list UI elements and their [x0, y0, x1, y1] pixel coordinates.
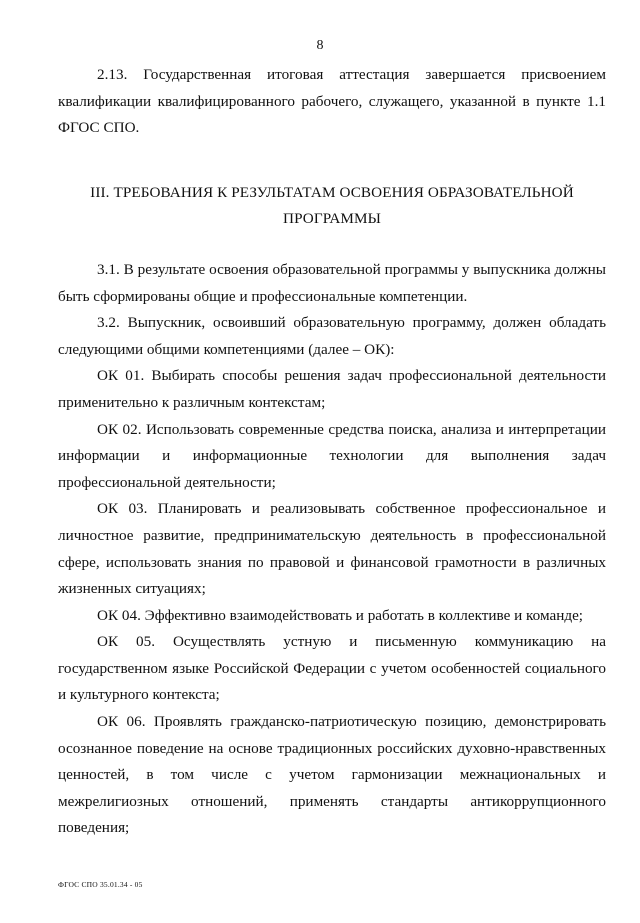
paragraph-2-13: 2.13. Государственная итоговая аттестация завершается присвоением квалификации квалифицированного рабочего, служащего, указанной в пункте 1.1 ФГОС СПО. — [58, 66, 606, 137]
section-heading — [58, 180, 606, 233]
document-body — [58, 62, 606, 842]
competency-ok-06: ОК 06. Проявлять гражданско-патриотическую позицию, демонстрировать осознанное поведение на основе традиционных российских духовно-нравственных ценностей, в том числе с учетом гармонизации межнациональных и межрелигиозных отношений, применять стандарты антикоррупционного поведения; — [58, 713, 606, 837]
paragraph-3-1: 3.1. В результате освоения образовательной программы у выпускника должны быть сформированы общие и профессиональные компетенции. — [58, 260, 606, 305]
competency-ok-02: ОК 02. Использовать современные средства поиска, анализа и интерпретации информации и информационные технологии для выполнения задач профессиональной деятельности; — [58, 420, 606, 491]
footer-doc-code: ФГОС СПО 35.01.34 - 05 — [58, 880, 143, 889]
competency-ok-03: ОК 03. Планировать и реализовывать собственное профессиональное и личностное развитие, предпринимательскую деятельность в профессиональной сфере, использовать знания по правовой и финансовой грамотности в различных жизненных ситуациях; — [58, 500, 606, 598]
section-heading-line-2: ПРОГРАММЫ — [283, 210, 381, 228]
section-heading-line-1: III. ТРЕБОВАНИЯ К РЕЗУЛЬТАТАМ ОСВОЕНИЯ ОБРАЗОВАТЕЛЬНОЙ — [90, 183, 574, 201]
competency-ok-04: ОК 04. Эффективно взаимодействовать и работать в коллективе и команде; — [97, 606, 584, 624]
paragraph-3-2: 3.2. Выпускник, освоивший образовательную программу, должен обладать следующими общими компетенциями (далее – ОК): — [58, 314, 606, 358]
page-number: 8 — [316, 38, 324, 53]
competency-ok-05: ОК 05. Осуществлять устную и письменную коммуникацию на государственном языке Российской Федерации с учетом особенностей социального и культурного контекста; — [58, 633, 606, 704]
competency-ok-01: ОК 01. Выбирать способы решения задач профессиональной деятельности применительно к различным контекстам; — [58, 367, 606, 411]
